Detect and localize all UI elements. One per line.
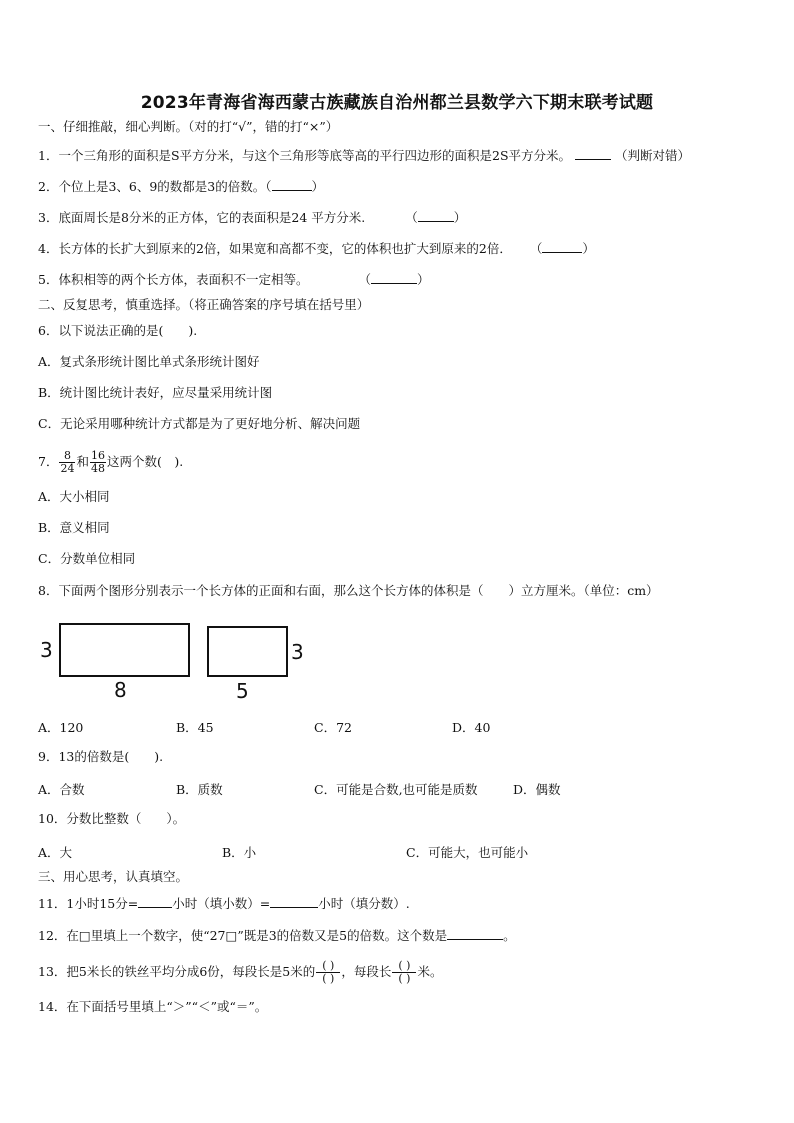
answer-blank[interactable] — [272, 178, 312, 191]
fraction-blank[interactable] — [316, 960, 340, 985]
question-13 — [38, 960, 442, 985]
question-3-tail: ） — [453, 210, 467, 225]
question-5-text: 5．体积相等的两个长方体，表面积不一定相等。 — [38, 272, 309, 287]
question-9-stem: 9．13的倍数是( ). — [38, 749, 164, 764]
question-4-tail: ） — [582, 241, 595, 256]
answer-blank[interactable] — [418, 209, 454, 222]
question-6-option-c[interactable]: C．无论采用哪种统计方式都是为了更好地分析、解决问题 — [38, 416, 361, 431]
question-4-open: （ — [529, 241, 543, 256]
question-10-stem: 10．分数比整数（ ）。 — [38, 811, 186, 826]
side-width-label: 5 — [236, 679, 249, 703]
question-6-stem: 6．以下说法正确的是( ). — [38, 323, 198, 338]
answer-blank[interactable] — [542, 240, 582, 253]
question-7-stem — [38, 450, 183, 475]
question-8-option-c[interactable]: C．72 — [314, 720, 352, 735]
fraction-numerator: ( ) — [392, 960, 416, 973]
question-8-stem: 8．下面两个图形分别表示一个长方体的正面和右面，那么这个长方体的体积是（ ）立方厘米。（单位：cm） — [38, 583, 659, 598]
question-11-part-c: 小时（填分数）. — [318, 896, 410, 911]
fraction — [59, 450, 75, 475]
question-10-option-b[interactable]: B．小 — [222, 845, 257, 860]
question-10-option-a[interactable]: A．大 — [38, 845, 73, 860]
fraction-blank[interactable] — [392, 960, 416, 985]
answer-blank[interactable] — [138, 895, 172, 908]
question-3 — [38, 209, 466, 226]
fraction-numerator: ( ) — [316, 960, 340, 973]
question-6-option-a[interactable]: A．复式条形统计图比单式条形统计图好 — [38, 354, 260, 369]
fraction-numerator: 16 — [90, 449, 105, 462]
fraction-denominator: ( ) — [398, 972, 411, 985]
question-13-part-b: ，每段长 — [341, 964, 392, 979]
question-1 — [38, 147, 690, 164]
section-3-heading: 三、用心思考，认真填空。 — [38, 869, 189, 884]
section-1-heading: 一、仔细推敲，细心判断。（对的打“√”，错的打“×”） — [38, 119, 339, 134]
question-7-mid: 和 — [76, 454, 89, 469]
question-2-tail: ） — [311, 179, 325, 194]
fraction-denominator: 24 — [60, 462, 75, 475]
answer-blank[interactable] — [447, 927, 503, 940]
question-4 — [38, 240, 595, 257]
question-13-part-a: 13．把5米长的铁丝平均分成6份，每段长是5米的 — [38, 964, 316, 979]
question-12 — [38, 927, 516, 944]
question-9-option-b[interactable]: B．质数 — [176, 782, 223, 797]
front-width-label: 8 — [114, 678, 127, 702]
question-3-open: （ — [405, 210, 418, 225]
question-7-option-a[interactable]: A．大小相同 — [38, 489, 110, 504]
question-9-option-c[interactable]: C．可能是合数,也可能是质数 — [314, 782, 478, 797]
answer-blank[interactable] — [371, 271, 417, 284]
answer-blank[interactable] — [575, 147, 611, 160]
question-5-open: （ — [358, 272, 371, 287]
question-11-part-b: 小时（填小数）= — [172, 896, 271, 911]
side-face-rectangle — [207, 626, 288, 677]
question-9-option-d[interactable]: D．偶数 — [513, 782, 561, 797]
question-2-text: 2．个位上是3、6、9的数都是3的倍数。（ — [38, 179, 272, 194]
question-11-part-a: 11．1小时15分= — [38, 896, 139, 911]
front-face-rectangle — [59, 623, 190, 677]
fraction-numerator: 8 — [59, 450, 75, 463]
fraction-denominator: 48 — [90, 462, 105, 475]
side-height-label: 3 — [291, 640, 304, 664]
question-5-tail: ） — [416, 272, 430, 287]
page-title: 2023年青海省海西蒙古族藏族自治州都兰县数学六下期末联考试题 — [140, 93, 654, 113]
question-7-option-c[interactable]: C．分数单位相同 — [38, 551, 136, 566]
question-12-part-a: 12．在□里填上一个数字，使“27□”既是3的倍数又是5的倍数。这个数是 — [38, 928, 448, 943]
question-7-suffix: 这两个数( ). — [106, 454, 184, 469]
fraction — [90, 450, 106, 475]
question-1-text: 1．一个三角形的面积是S平方分米，与这个三角形等底等高的平行四边形的面积是2S平方分米。 — [38, 148, 572, 163]
question-13-part-c: 米。 — [417, 964, 443, 979]
question-1-tail: （判断对错） — [615, 148, 691, 163]
question-4-text: 4．长方体的长扩大到原来的2倍，如果宽和高都不变，它的体积也扩大到原来的2倍． — [38, 241, 512, 256]
question-14: 14．在下面括号里填上“＞”“＜”或“＝”。 — [38, 999, 268, 1014]
question-3-text: 3．底面周长是8分米的正方体，它的表面积是24 平方分米. — [38, 210, 366, 225]
question-2 — [38, 178, 324, 195]
question-7-prefix: 7． — [38, 454, 59, 469]
question-12-part-b: 。 — [503, 928, 516, 943]
section-2-heading: 二、反复思考，慎重选择。（将正确答案的序号填在括号里） — [38, 297, 370, 312]
answer-blank[interactable] — [270, 895, 318, 908]
question-9-option-a[interactable]: A．合数 — [38, 782, 85, 797]
front-height-label: 3 — [40, 638, 53, 662]
question-6-option-b[interactable]: B．统计图比统计表好，应尽量采用统计图 — [38, 385, 273, 400]
question-5 — [38, 271, 430, 288]
question-8-option-d[interactable]: D．40 — [452, 720, 491, 735]
question-8-option-a[interactable]: A．120 — [38, 720, 84, 735]
question-11 — [38, 895, 410, 912]
question-8-option-b[interactable]: B．45 — [176, 720, 214, 735]
question-7-option-b[interactable]: B．意义相同 — [38, 520, 110, 535]
fraction-denominator: ( ) — [322, 972, 335, 985]
question-10-option-c[interactable]: C．可能大，也可能小 — [406, 845, 529, 860]
